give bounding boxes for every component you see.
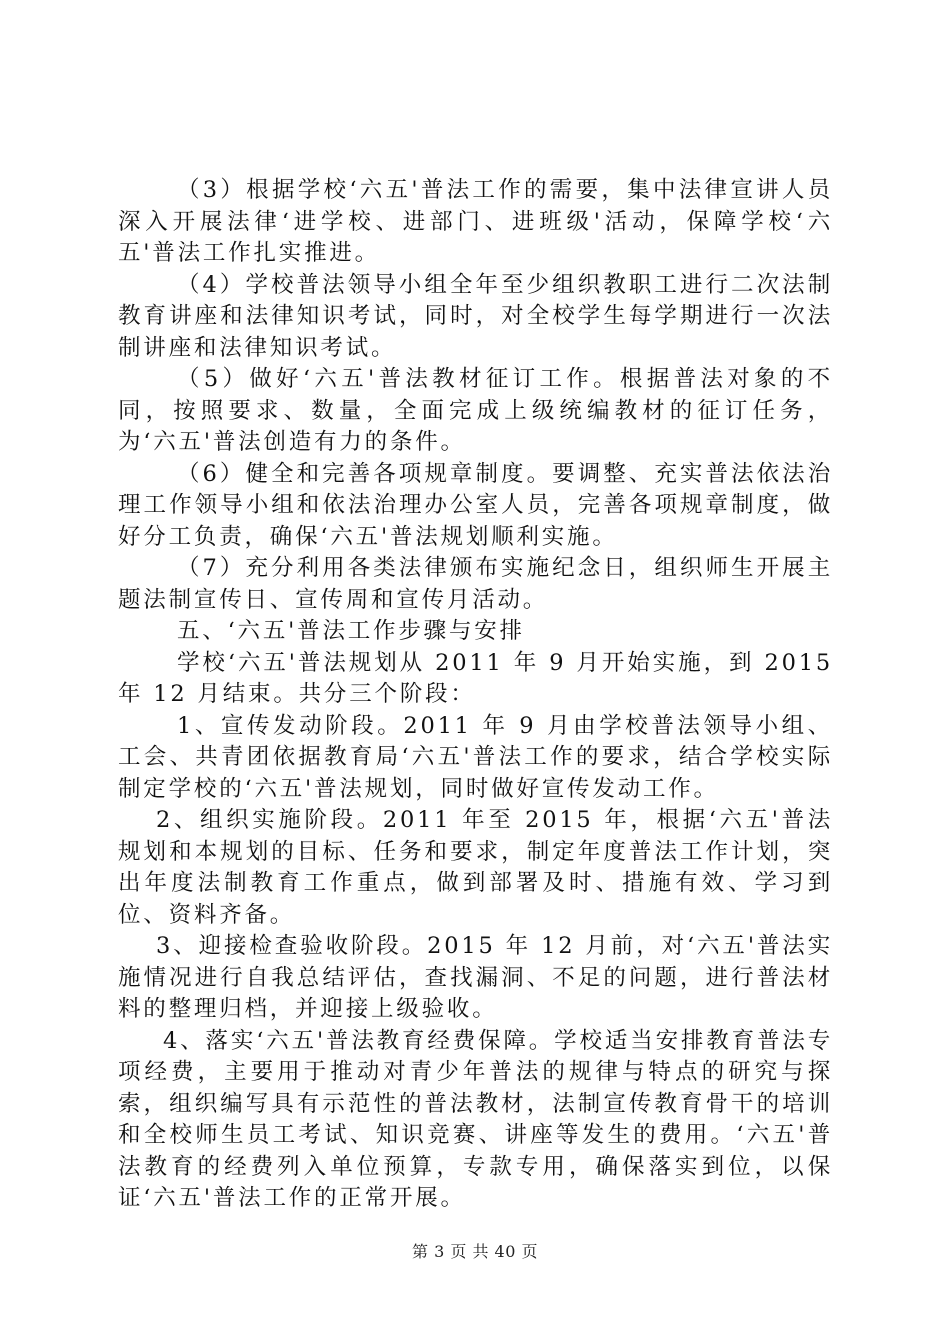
paragraph-item-6: （6）健全和完善各项规章制度。要调整、充实普法依法治理工作领导小组和依法治理办公室人员，完善各项规章制度，做好分工负责，确保‘六五'普法规划顺利实施。 <box>118 460 833 550</box>
paragraph-stage-1: 1、宣传发动阶段。2011 年 9 月由学校普法领导小组、工会、共青团依据教育局‘六五'普法工作的要求，结合学校实际制定学校的‘六五'普法规划，同时做好宣传发动工作。 <box>118 712 833 802</box>
paragraph-stage-2: 2、组织实施阶段。2011 年至 2015 年，根据‘六五'普法规划和本规划的目标、任务和要求，制定年度普法工作计划，突出年度法制教育工作重点，做到部署及时、措施有效、学习到位、资料齐备。 <box>118 807 833 928</box>
paragraph-item-4: （4）学校普法领导小组全年至少组织教职工进行二次法制教育讲座和法律知识考试，同时，对全校学生每学期进行一次法制讲座和法律知识考试。 <box>118 271 833 361</box>
paragraph-item-7: （7）充分利用各类法律颁布实施纪念日，组织师生开展主题法制宣传日、宣传周和宣传月活动。 <box>118 555 833 613</box>
paragraph-funding: 4、落实‘六五'普法教育经费保障。学校适当安排教育普法专项经费，主要用于推动对青少年普法的规律与特点的研究与探索，组织编写具有示范性的普法教材，法制宣传教育骨干的培训和全校师生员工考试、知识竞赛、讲座等发生的费用。‘六五'普法教育的经费列入单位预算，专款专用，确保落实到位，以保证‘六五'普法工作的正常开展。 <box>118 1027 833 1211</box>
paragraph-item-5: （5）做好‘六五'普法教材征订工作。根据普法对象的不同，按照要求、数量，全面完成上级统编教材的征订任务，为‘六五'普法创造有力的条件。 <box>118 366 833 455</box>
page-number-footer: 第 3 页 共 40 页 <box>412 1242 538 1261</box>
section-heading-five: 五、‘六五'普法工作步骤与安排 <box>177 618 525 644</box>
paragraph-schedule-intro: 学校‘六五'普法规划从 2011 年 9 月开始实施，到 2015 年 12 月结束。共分三个阶段： <box>118 649 833 707</box>
paragraph-item-3: （3）根据学校‘六五'普法工作的需要，集中法律宣讲人员深入开展法律‘进学校、进部门、进班级'活动，保障学校‘六五'普法工作扎实推进。 <box>118 177 833 266</box>
paragraph-stage-3: 3、迎接检查验收阶段。2015 年 12 月前，对‘六五'普法实施情况进行自我总结评估，查找漏洞、不足的问题，进行普法材料的整理归档，并迎接上级验收。 <box>118 933 833 1022</box>
document-body <box>118 175 833 1215</box>
